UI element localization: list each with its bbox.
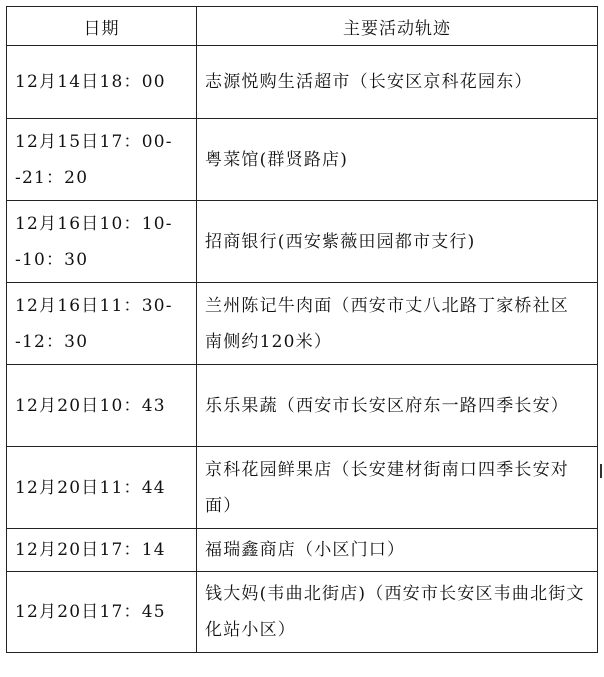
table-row xyxy=(7,283,598,365)
table-header-row xyxy=(7,7,598,46)
date-cell: 12月15日17：00--21：20 xyxy=(7,119,197,201)
table-row xyxy=(7,572,598,653)
activity-cell: 招商银行(西安紫薇田园都市支行) xyxy=(197,201,598,283)
table-row xyxy=(7,529,598,572)
date-cell: 12月14日18：00 xyxy=(7,46,197,119)
activity-cell: 京科花园鲜果店（长安建材街南口四季长安对面） xyxy=(197,447,598,529)
table-row xyxy=(7,119,598,201)
activity-cell: 乐乐果蔬（西安市长安区府东一路四季长安） xyxy=(197,365,598,447)
table-row xyxy=(7,46,598,119)
page-edge-mark xyxy=(600,464,602,478)
activity-cell: 粤菜馆(群贤路店) xyxy=(197,119,598,201)
table-row xyxy=(7,447,598,529)
activity-cell: 福瑞鑫商店（小区门口） xyxy=(197,529,598,572)
activity-cell: 钱大妈(韦曲北街店)（西安市长安区韦曲北街文化站小区） xyxy=(197,572,598,653)
date-cell: 12月20日17：14 xyxy=(7,529,197,572)
date-cell: 12月20日11：44 xyxy=(7,447,197,529)
date-cell: 12月16日10：10--10：30 xyxy=(7,201,197,283)
table-row xyxy=(7,365,598,447)
header-date: 日期 xyxy=(7,7,197,46)
activity-table xyxy=(6,6,598,653)
date-cell: 12月20日10：43 xyxy=(7,365,197,447)
date-cell: 12月16日11：30--12：30 xyxy=(7,283,197,365)
activity-table-container xyxy=(6,6,597,653)
date-cell: 12月20日17：45 xyxy=(7,572,197,653)
header-activity: 主要活动轨迹 xyxy=(197,7,598,46)
table-row xyxy=(7,201,598,283)
activity-cell: 兰州陈记牛肉面（西安市丈八北路丁家桥社区南侧约120米） xyxy=(197,283,598,365)
activity-cell: 志源悦购生活超市（长安区京科花园东） xyxy=(197,46,598,119)
